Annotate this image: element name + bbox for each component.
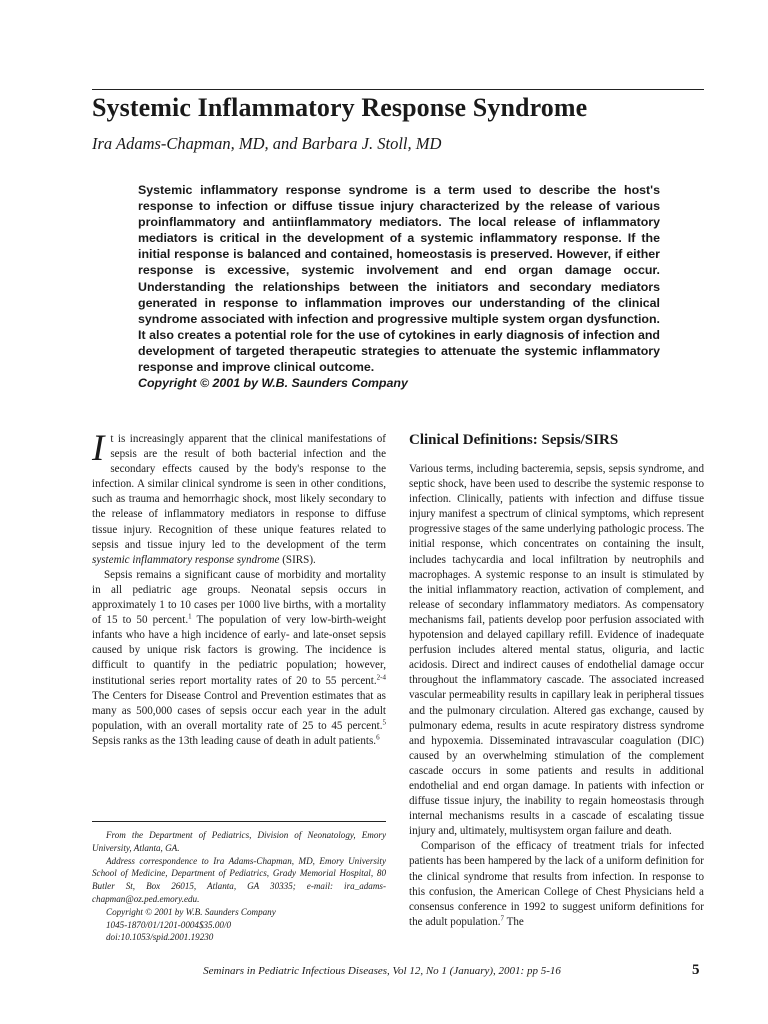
footnote-rule bbox=[92, 821, 386, 822]
definitions-paragraph: Various terms, including bacteremia, sepsis, sepsis syndrome, and septic shock, have been used to describe the systemic response to infection. Clinically, patients with infection and diffuse tissue injury manifest a spectrum of clinical symptoms, which represent progressive stages of the same underlying pathologic process. The initial response, which concentrates on containing the insult, includes tachycardia and local infiltration by neutrophils and macrophages. A systemic response to an insult is stimulated by the initial inflammatory reaction, activation of complement, and release of secondary inflammatory mediators. As compensatory mechanisms fail, patients develop poor perfusion associated with hypotension and delayed capillary refill. Evidence of inadequate perfusion includes altered mental status, oliguria, and lactic acidosis. Direct and indirect causes of endothelial damage occur throughout the inflammatory cascade. The associated increased vascular permeability results in capillary leak in peripheral tissues and the pulmonary circulation. Altered gas exchange, caused by pulmonary edema, results in acute respiratory distress syndrome and hypoxemia. Disseminated intravascular coagulation (DIC) caused by an overwhelming stimulation of the complement cascade occurs in some patients and results in additional endothelial and end organ damage. In patients with infection or diffuse tissue injury, the inability to regain homeostasis through internal mechanisms results in a cascade of escalating tissue injury and, ultimately, multisystem organ failure and death. bbox=[409, 463, 704, 838]
section-heading: Clinical Definitions: Sepsis/SIRS bbox=[409, 432, 619, 448]
sepsis-paragraph: Sepsis remains a significant cause of morbidity and mortality in all pediatric age groups. Neonatal sepsis occurs in approximately 1 to 10 cases per 1000 live births, with a mortality of 15 to 50 percent.$^1$ The population of very low-birth-weight infants who have a high incidence of early- and late-onset sepsis caused by unique risk factors is growing. The incidence is difficult to quantify in the pediatric population; however, institutional series report mortality rates of 20 to 55 percent.$^{2-4}$ The Centers for Disease Control and Prevention estimates that as many as 500,000 cases of sepsis occur each year in the adult population, with an overall mortality rate of 25 to 45 percent.$^5$ Sepsis ranks as the 13th leading cause of death in adult patients.$^6$ bbox=[92, 568, 386, 747]
comparison-paragraph: Comparison of the efficacy of treatment trials for infected patients has been hampered by the lack of a uniform definition for the clinical syndrome that results from infection. In response to this confusion, the American College of Chest Physicians held a consensus conference in 1992 to suggest uniform definitions for the adult population.$^7$ The bbox=[409, 840, 704, 928]
citation-ref: 2-4 bbox=[376, 672, 386, 681]
article-title: Systemic Inflammatory Response Syndrome bbox=[92, 93, 588, 122]
article-authors: Ira Adams-Chapman, MD, and Barbara J. Stoll, MD bbox=[92, 134, 442, 153]
footnote-address: Address correspondence to Ira Adams-Chapman, MD, Emory University School of Medicine, Department of Pediatrics, Grady Memorial Hospital, 80 Butler St, Box 26015, Atlanta, GA 30335; e-mail: ira_adams-chapman@oz.ped.emory.edu. bbox=[92, 855, 386, 904]
footnote-doi: doi:10.1053/spid.2001.19230 bbox=[106, 932, 214, 943]
abstract-text: Systemic inflammatory response syndrome is a term used to describe the host's response to infection or diffuse tissue injury characterized by the release of various proinflammatory and antiinflammatory mediators. The local release of inflammatory mediators is critical in the development of a systemic inflammatory response. If the initial response is balanced and contained, homeostasis is preserved. However, if either response is excessive, systemic involvement and end organ damage occur. Understanding the relationships between the initiators and secondary mediators generated in response to inflammation improves our understanding of the clinical syndrome associated with infection and progressive multiple system organ dysfunction. It also creates a potential role for the use of cytokines in early diagnosis of infection and development of targeted therapeutic strategies to attenuate the systemic inflammatory response and improve clinical outcome. bbox=[138, 183, 660, 375]
citation-ref: 7 bbox=[500, 914, 505, 923]
drop-cap: I bbox=[92, 428, 105, 469]
journal-citation: Seminars in Pediatric Infectious Diseases, Vol 12, No 1 (January), 2001: pp 5-16 bbox=[203, 965, 561, 977]
right-column bbox=[409, 462, 704, 930]
abstract bbox=[138, 182, 660, 391]
footnote-copyright: Copyright © 2001 by W.B. Saunders Company bbox=[106, 906, 276, 917]
footnote-affiliation: From the Department of Pediatrics, Division of Neonatology, Emory University, Atlanta, GA. bbox=[92, 830, 386, 853]
abstract-copyright: Copyright © 2001 by W.B. Saunders Company bbox=[138, 376, 408, 391]
footnote-issn: 1045-1870/01/1201-0004$35.00/0 bbox=[106, 919, 232, 930]
sirs-term: systemic inflammatory response syndrome bbox=[92, 553, 280, 566]
footnote bbox=[92, 829, 386, 944]
header-rule bbox=[92, 89, 704, 90]
left-column bbox=[92, 428, 386, 749]
citation-ref: 1 bbox=[188, 612, 192, 621]
citation-ref: 6 bbox=[376, 733, 380, 742]
page-number: 5 bbox=[692, 962, 700, 978]
citation-ref: 5 bbox=[382, 718, 386, 727]
intro-paragraph: It is increasingly apparent that the clinical manifestations of sepsis are the result of both bacterial infection and the secondary effects caused by the body's response to the infection. A similar clinical syndrome is seen in other conditions, such as trauma and hemorrhagic shock, most likely secondary to the release of inflammatory mediators in response to diffuse tissue injury. Recognition of these unique features related to sepsis and tissue injury led to the development of the term systemic inflammatory response syndrome (SIRS). bbox=[92, 428, 386, 566]
